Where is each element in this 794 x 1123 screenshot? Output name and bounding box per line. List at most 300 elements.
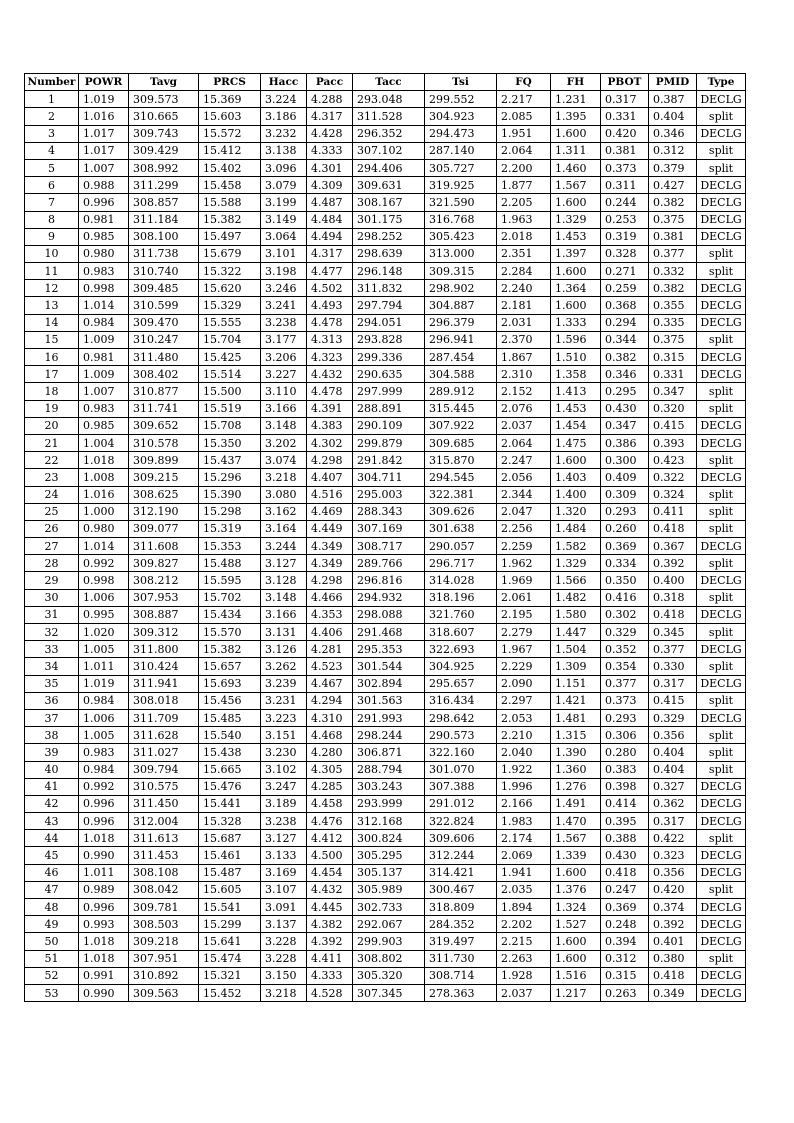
cell-prcs: 15.572 bbox=[199, 125, 261, 142]
column-header-tsi: Tsi bbox=[425, 74, 497, 91]
cell-tacc: 305.137 bbox=[353, 864, 425, 881]
cell-fh: 1.453 bbox=[551, 228, 601, 245]
cell-type: split bbox=[697, 486, 746, 503]
cell-fq: 1.894 bbox=[497, 899, 551, 916]
cell-number: 19 bbox=[25, 400, 79, 417]
cell-pacc: 4.493 bbox=[307, 297, 353, 314]
table-row bbox=[25, 555, 746, 572]
table-row bbox=[25, 692, 746, 709]
cell-number: 29 bbox=[25, 572, 79, 589]
cell-pmid: 0.393 bbox=[649, 434, 697, 451]
cell-hacc: 3.102 bbox=[261, 761, 307, 778]
cell-fh: 1.504 bbox=[551, 641, 601, 658]
cell-fh: 1.460 bbox=[551, 159, 601, 176]
table-row bbox=[25, 658, 746, 675]
column-header-pmid: PMID bbox=[649, 74, 697, 91]
cell-pbot: 0.409 bbox=[601, 469, 649, 486]
cell-tacc: 298.639 bbox=[353, 245, 425, 262]
cell-type: split bbox=[697, 142, 746, 159]
cell-tavg: 310.892 bbox=[129, 967, 199, 984]
cell-hacc: 3.228 bbox=[261, 933, 307, 950]
cell-fh: 1.482 bbox=[551, 589, 601, 606]
cell-type: split bbox=[697, 159, 746, 176]
cell-tacc: 296.352 bbox=[353, 125, 425, 142]
cell-fh: 1.454 bbox=[551, 417, 601, 434]
cell-fq: 2.344 bbox=[497, 486, 551, 503]
table-row bbox=[25, 950, 746, 967]
cell-pacc: 4.294 bbox=[307, 692, 353, 709]
cell-tsi: 309.315 bbox=[425, 263, 497, 280]
cell-type: split bbox=[697, 950, 746, 967]
cell-tacc: 307.345 bbox=[353, 984, 425, 1001]
cell-pmid: 0.377 bbox=[649, 245, 697, 262]
cell-number: 28 bbox=[25, 555, 79, 572]
cell-tsi: 315.445 bbox=[425, 400, 497, 417]
cell-pmid: 0.418 bbox=[649, 606, 697, 623]
cell-tsi: 308.714 bbox=[425, 967, 497, 984]
table-row bbox=[25, 349, 746, 366]
cell-tsi: 321.760 bbox=[425, 606, 497, 623]
cell-tsi: 301.638 bbox=[425, 520, 497, 537]
cell-tacc: 295.003 bbox=[353, 486, 425, 503]
cell-tacc: 294.932 bbox=[353, 589, 425, 606]
cell-prcs: 15.595 bbox=[199, 572, 261, 589]
cell-tsi: 294.473 bbox=[425, 125, 497, 142]
cell-pacc: 4.449 bbox=[307, 520, 353, 537]
cell-powr: 1.007 bbox=[79, 383, 129, 400]
cell-fh: 1.596 bbox=[551, 331, 601, 348]
cell-fq: 2.076 bbox=[497, 400, 551, 417]
cell-fh: 1.566 bbox=[551, 572, 601, 589]
cell-tsi: 300.467 bbox=[425, 881, 497, 898]
cell-pbot: 0.311 bbox=[601, 177, 649, 194]
column-header-tavg: Tavg bbox=[129, 74, 199, 91]
cell-tsi: 322.824 bbox=[425, 813, 497, 830]
cell-tavg: 312.190 bbox=[129, 503, 199, 520]
cell-pacc: 4.349 bbox=[307, 555, 353, 572]
cell-tacc: 311.832 bbox=[353, 280, 425, 297]
cell-type: split bbox=[697, 331, 746, 348]
cell-tsi: 322.160 bbox=[425, 744, 497, 761]
cell-pbot: 0.244 bbox=[601, 194, 649, 211]
cell-hacc: 3.230 bbox=[261, 744, 307, 761]
cell-number: 4 bbox=[25, 142, 79, 159]
cell-pacc: 4.516 bbox=[307, 486, 353, 503]
cell-prcs: 15.298 bbox=[199, 503, 261, 520]
cell-tacc: 293.048 bbox=[353, 91, 425, 108]
table-row bbox=[25, 469, 746, 486]
cell-prcs: 15.693 bbox=[199, 675, 261, 692]
cell-fh: 1.403 bbox=[551, 469, 601, 486]
cell-tavg: 308.503 bbox=[129, 916, 199, 933]
cell-prcs: 15.299 bbox=[199, 916, 261, 933]
cell-fh: 1.395 bbox=[551, 108, 601, 125]
cell-fh: 1.447 bbox=[551, 624, 601, 641]
cell-number: 41 bbox=[25, 778, 79, 795]
cell-prcs: 15.438 bbox=[199, 744, 261, 761]
cell-powr: 0.998 bbox=[79, 280, 129, 297]
cell-fh: 1.329 bbox=[551, 211, 601, 228]
cell-tavg: 311.453 bbox=[129, 847, 199, 864]
cell-tavg: 311.027 bbox=[129, 744, 199, 761]
cell-tsi: 309.606 bbox=[425, 830, 497, 847]
cell-type: split bbox=[697, 108, 746, 125]
cell-pacc: 4.305 bbox=[307, 761, 353, 778]
cell-powr: 0.985 bbox=[79, 417, 129, 434]
cell-tsi: 296.379 bbox=[425, 314, 497, 331]
cell-fh: 1.510 bbox=[551, 349, 601, 366]
cell-hacc: 3.227 bbox=[261, 366, 307, 383]
cell-fh: 1.600 bbox=[551, 194, 601, 211]
cell-powr: 1.011 bbox=[79, 864, 129, 881]
cell-hacc: 3.133 bbox=[261, 847, 307, 864]
cell-type: DECLG bbox=[697, 675, 746, 692]
cell-powr: 0.984 bbox=[79, 761, 129, 778]
cell-pmid: 0.323 bbox=[649, 847, 697, 864]
cell-pbot: 0.329 bbox=[601, 624, 649, 641]
cell-prcs: 15.708 bbox=[199, 417, 261, 434]
cell-powr: 0.984 bbox=[79, 692, 129, 709]
cell-powr: 0.980 bbox=[79, 520, 129, 537]
cell-pbot: 0.253 bbox=[601, 211, 649, 228]
cell-pbot: 0.420 bbox=[601, 125, 649, 142]
cell-hacc: 3.177 bbox=[261, 331, 307, 348]
cell-type: DECLG bbox=[697, 813, 746, 830]
cell-hacc: 3.131 bbox=[261, 624, 307, 641]
cell-pacc: 4.281 bbox=[307, 641, 353, 658]
cell-number: 30 bbox=[25, 589, 79, 606]
cell-pmid: 0.382 bbox=[649, 280, 697, 297]
cell-tavg: 311.608 bbox=[129, 538, 199, 555]
cell-tavg: 311.709 bbox=[129, 709, 199, 726]
cell-fh: 1.339 bbox=[551, 847, 601, 864]
table-row bbox=[25, 486, 746, 503]
cell-pmid: 0.404 bbox=[649, 108, 697, 125]
cell-hacc: 3.241 bbox=[261, 297, 307, 314]
cell-powr: 1.011 bbox=[79, 658, 129, 675]
cell-fh: 1.600 bbox=[551, 950, 601, 967]
cell-powr: 1.014 bbox=[79, 538, 129, 555]
cell-pmid: 0.420 bbox=[649, 881, 697, 898]
cell-pmid: 0.392 bbox=[649, 555, 697, 572]
cell-number: 12 bbox=[25, 280, 79, 297]
cell-tavg: 310.740 bbox=[129, 263, 199, 280]
cell-tacc: 308.802 bbox=[353, 950, 425, 967]
cell-number: 40 bbox=[25, 761, 79, 778]
column-header-prcs: PRCS bbox=[199, 74, 261, 91]
cell-fh: 1.421 bbox=[551, 692, 601, 709]
cell-tsi: 318.809 bbox=[425, 899, 497, 916]
cell-pbot: 0.346 bbox=[601, 366, 649, 383]
table-row bbox=[25, 624, 746, 641]
table-row bbox=[25, 108, 746, 125]
cell-pacc: 4.280 bbox=[307, 744, 353, 761]
cell-type: split bbox=[697, 520, 746, 537]
cell-tsi: 301.070 bbox=[425, 761, 497, 778]
cell-fh: 1.329 bbox=[551, 555, 601, 572]
cell-prcs: 15.456 bbox=[199, 692, 261, 709]
cell-tavg: 309.470 bbox=[129, 314, 199, 331]
cell-prcs: 15.704 bbox=[199, 331, 261, 348]
cell-pbot: 0.383 bbox=[601, 761, 649, 778]
cell-hacc: 3.148 bbox=[261, 417, 307, 434]
cell-tsi: 304.588 bbox=[425, 366, 497, 383]
cell-type: DECLG bbox=[697, 91, 746, 108]
cell-tavg: 310.424 bbox=[129, 658, 199, 675]
table-row bbox=[25, 211, 746, 228]
cell-prcs: 15.519 bbox=[199, 400, 261, 417]
cell-pbot: 0.294 bbox=[601, 314, 649, 331]
cell-fh: 1.580 bbox=[551, 606, 601, 623]
cell-tavg: 308.402 bbox=[129, 366, 199, 383]
cell-number: 17 bbox=[25, 366, 79, 383]
cell-prcs: 15.452 bbox=[199, 984, 261, 1001]
cell-pacc: 4.406 bbox=[307, 624, 353, 641]
cell-type: split bbox=[697, 692, 746, 709]
cell-powr: 1.019 bbox=[79, 91, 129, 108]
cell-tavg: 311.741 bbox=[129, 400, 199, 417]
cell-tsi: 305.727 bbox=[425, 159, 497, 176]
cell-fh: 1.527 bbox=[551, 916, 601, 933]
cell-number: 11 bbox=[25, 263, 79, 280]
cell-tsi: 319.497 bbox=[425, 933, 497, 950]
cell-pbot: 0.309 bbox=[601, 486, 649, 503]
table-row bbox=[25, 606, 746, 623]
cell-pacc: 4.487 bbox=[307, 194, 353, 211]
cell-tacc: 302.894 bbox=[353, 675, 425, 692]
cell-number: 7 bbox=[25, 194, 79, 211]
cell-pmid: 0.392 bbox=[649, 916, 697, 933]
cell-fh: 1.333 bbox=[551, 314, 601, 331]
cell-tavg: 307.951 bbox=[129, 950, 199, 967]
cell-fq: 2.297 bbox=[497, 692, 551, 709]
cell-hacc: 3.080 bbox=[261, 486, 307, 503]
cell-hacc: 3.199 bbox=[261, 194, 307, 211]
cell-tsi: 304.887 bbox=[425, 297, 497, 314]
column-header-pacc: Pacc bbox=[307, 74, 353, 91]
table-row bbox=[25, 813, 746, 830]
cell-tacc: 294.406 bbox=[353, 159, 425, 176]
cell-tacc: 294.051 bbox=[353, 314, 425, 331]
cell-tacc: 307.102 bbox=[353, 142, 425, 159]
table-row bbox=[25, 142, 746, 159]
cell-fh: 1.364 bbox=[551, 280, 601, 297]
cell-tavg: 309.485 bbox=[129, 280, 199, 297]
cell-tacc: 299.879 bbox=[353, 434, 425, 451]
cell-prcs: 15.402 bbox=[199, 159, 261, 176]
column-header-hacc: Hacc bbox=[261, 74, 307, 91]
table-row bbox=[25, 125, 746, 142]
cell-fh: 1.582 bbox=[551, 538, 601, 555]
table-row bbox=[25, 589, 746, 606]
cell-pbot: 0.381 bbox=[601, 142, 649, 159]
cell-tacc: 291.468 bbox=[353, 624, 425, 641]
cell-tsi: 318.607 bbox=[425, 624, 497, 641]
cell-prcs: 15.353 bbox=[199, 538, 261, 555]
cell-pacc: 4.298 bbox=[307, 572, 353, 589]
cell-tsi: 312.244 bbox=[425, 847, 497, 864]
cell-fh: 1.231 bbox=[551, 91, 601, 108]
cell-powr: 0.981 bbox=[79, 349, 129, 366]
cell-prcs: 15.500 bbox=[199, 383, 261, 400]
table-row bbox=[25, 245, 746, 262]
cell-number: 10 bbox=[25, 245, 79, 262]
cell-type: DECLG bbox=[697, 916, 746, 933]
cell-type: DECLG bbox=[697, 933, 746, 950]
cell-pacc: 4.317 bbox=[307, 108, 353, 125]
table-row bbox=[25, 159, 746, 176]
cell-pbot: 0.302 bbox=[601, 606, 649, 623]
table-row bbox=[25, 761, 746, 778]
cell-tacc: 311.528 bbox=[353, 108, 425, 125]
cell-pbot: 0.328 bbox=[601, 245, 649, 262]
cell-pbot: 0.395 bbox=[601, 813, 649, 830]
cell-pbot: 0.394 bbox=[601, 933, 649, 950]
cell-fq: 1.941 bbox=[497, 864, 551, 881]
cell-pbot: 0.312 bbox=[601, 950, 649, 967]
cell-type: split bbox=[697, 452, 746, 469]
cell-tavg: 308.625 bbox=[129, 486, 199, 503]
cell-prcs: 15.474 bbox=[199, 950, 261, 967]
cell-type: DECLG bbox=[697, 297, 746, 314]
cell-fh: 1.358 bbox=[551, 366, 601, 383]
cell-hacc: 3.164 bbox=[261, 520, 307, 537]
cell-number: 31 bbox=[25, 606, 79, 623]
cell-pbot: 0.300 bbox=[601, 452, 649, 469]
cell-tacc: 290.109 bbox=[353, 417, 425, 434]
cell-hacc: 3.101 bbox=[261, 245, 307, 262]
table-row bbox=[25, 881, 746, 898]
cell-prcs: 15.497 bbox=[199, 228, 261, 245]
cell-type: DECLG bbox=[697, 538, 746, 555]
cell-tacc: 291.993 bbox=[353, 709, 425, 726]
cell-tacc: 308.717 bbox=[353, 538, 425, 555]
cell-hacc: 3.244 bbox=[261, 538, 307, 555]
cell-tsi: 295.657 bbox=[425, 675, 497, 692]
cell-fq: 1.922 bbox=[497, 761, 551, 778]
cell-tsi: 290.573 bbox=[425, 727, 497, 744]
cell-tacc: 293.828 bbox=[353, 331, 425, 348]
cell-type: DECLG bbox=[697, 177, 746, 194]
cell-pacc: 4.333 bbox=[307, 967, 353, 984]
cell-number: 44 bbox=[25, 830, 79, 847]
cell-fh: 1.516 bbox=[551, 967, 601, 984]
cell-prcs: 15.321 bbox=[199, 967, 261, 984]
cell-prcs: 15.687 bbox=[199, 830, 261, 847]
cell-tsi: 284.352 bbox=[425, 916, 497, 933]
cell-type: split bbox=[697, 744, 746, 761]
cell-pmid: 0.404 bbox=[649, 744, 697, 761]
cell-pacc: 4.333 bbox=[307, 142, 353, 159]
cell-powr: 1.019 bbox=[79, 675, 129, 692]
cell-prcs: 15.487 bbox=[199, 864, 261, 881]
cell-number: 2 bbox=[25, 108, 79, 125]
cell-hacc: 3.218 bbox=[261, 984, 307, 1001]
cell-tavg: 308.857 bbox=[129, 194, 199, 211]
column-header-fh: FH bbox=[551, 74, 601, 91]
cell-powr: 0.992 bbox=[79, 555, 129, 572]
cell-fh: 1.320 bbox=[551, 503, 601, 520]
cell-hacc: 3.137 bbox=[261, 916, 307, 933]
cell-tavg: 311.941 bbox=[129, 675, 199, 692]
cell-tavg: 311.800 bbox=[129, 641, 199, 658]
cell-type: DECLG bbox=[697, 778, 746, 795]
cell-type: split bbox=[697, 245, 746, 262]
cell-pmid: 0.327 bbox=[649, 778, 697, 795]
cell-fq: 1.962 bbox=[497, 555, 551, 572]
cell-powr: 0.980 bbox=[79, 245, 129, 262]
cell-pacc: 4.349 bbox=[307, 538, 353, 555]
cell-powr: 1.006 bbox=[79, 709, 129, 726]
cell-tacc: 290.635 bbox=[353, 366, 425, 383]
cell-tacc: 296.148 bbox=[353, 263, 425, 280]
cell-prcs: 15.382 bbox=[199, 211, 261, 228]
column-header-type: Type bbox=[697, 74, 746, 91]
cell-powr: 0.996 bbox=[79, 795, 129, 812]
cell-prcs: 15.461 bbox=[199, 847, 261, 864]
cell-tavg: 310.247 bbox=[129, 331, 199, 348]
cell-tsi: 294.545 bbox=[425, 469, 497, 486]
cell-prcs: 15.488 bbox=[199, 555, 261, 572]
cell-pmid: 0.427 bbox=[649, 177, 697, 194]
cell-fq: 2.370 bbox=[497, 331, 551, 348]
cell-hacc: 3.166 bbox=[261, 606, 307, 623]
cell-pbot: 0.369 bbox=[601, 899, 649, 916]
cell-tavg: 309.899 bbox=[129, 452, 199, 469]
cell-prcs: 15.441 bbox=[199, 795, 261, 812]
cell-fq: 2.284 bbox=[497, 263, 551, 280]
cell-fq: 2.351 bbox=[497, 245, 551, 262]
cell-type: split bbox=[697, 555, 746, 572]
cell-tsi: 296.941 bbox=[425, 331, 497, 348]
cell-pmid: 0.415 bbox=[649, 692, 697, 709]
cell-fh: 1.484 bbox=[551, 520, 601, 537]
cell-powr: 1.018 bbox=[79, 830, 129, 847]
cell-prcs: 15.605 bbox=[199, 881, 261, 898]
cell-powr: 0.990 bbox=[79, 984, 129, 1001]
cell-pmid: 0.382 bbox=[649, 194, 697, 211]
cell-number: 50 bbox=[25, 933, 79, 950]
cell-hacc: 3.238 bbox=[261, 314, 307, 331]
cell-pmid: 0.415 bbox=[649, 417, 697, 434]
cell-fh: 1.600 bbox=[551, 263, 601, 280]
cell-pbot: 0.382 bbox=[601, 349, 649, 366]
cell-tsi: 289.912 bbox=[425, 383, 497, 400]
cell-pacc: 4.445 bbox=[307, 899, 353, 916]
cell-powr: 1.000 bbox=[79, 503, 129, 520]
cell-number: 49 bbox=[25, 916, 79, 933]
cell-hacc: 3.149 bbox=[261, 211, 307, 228]
cell-number: 20 bbox=[25, 417, 79, 434]
cell-number: 1 bbox=[25, 91, 79, 108]
cell-fq: 1.996 bbox=[497, 778, 551, 795]
cell-number: 33 bbox=[25, 641, 79, 658]
cell-tavg: 311.299 bbox=[129, 177, 199, 194]
cell-fh: 1.567 bbox=[551, 177, 601, 194]
table-row bbox=[25, 297, 746, 314]
cell-powr: 0.983 bbox=[79, 744, 129, 761]
cell-prcs: 15.328 bbox=[199, 813, 261, 830]
cell-pacc: 4.298 bbox=[307, 452, 353, 469]
cell-powr: 1.009 bbox=[79, 331, 129, 348]
cell-pmid: 0.367 bbox=[649, 538, 697, 555]
cell-tavg: 308.992 bbox=[129, 159, 199, 176]
cell-pbot: 0.398 bbox=[601, 778, 649, 795]
cell-type: split bbox=[697, 383, 746, 400]
cell-tacc: 307.169 bbox=[353, 520, 425, 537]
cell-fq: 2.018 bbox=[497, 228, 551, 245]
cell-prcs: 15.679 bbox=[199, 245, 261, 262]
